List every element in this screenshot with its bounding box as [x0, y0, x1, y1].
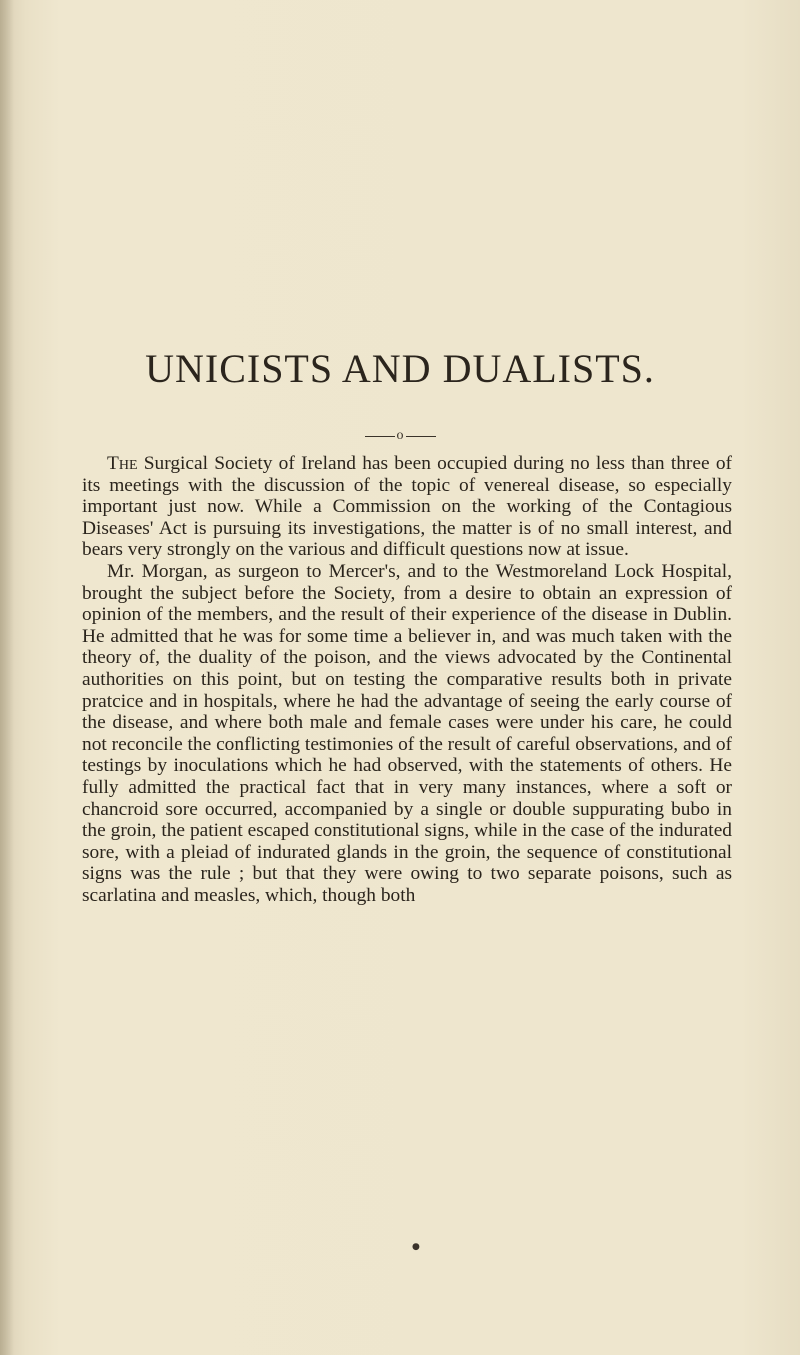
article-title: UNICISTS AND DUALISTS.: [145, 346, 655, 391]
separator-line-left: [365, 436, 395, 437]
paragraph-1-text: Surgical Society of Ireland has been occupied during no less than three of its meetings with the discussion of the topic of venereal disease, so especially important just now. While a Commission on the working of the Contagious Diseases' Act is pursuing its investigations, the matter is of no small interest, and bears very strongly on the various and difficult questions now at issue.: [82, 453, 732, 561]
binding-shadow: [0, 0, 14, 1355]
title-separator: [0, 428, 800, 444]
paragraph-1: [82, 453, 732, 561]
separator-line-right: [406, 436, 436, 437]
paragraph-2-text: Mr. Morgan, as surgeon to Mercer's, and to the Westmoreland Lock Hospital, brought the subject before the Society, from a desire to obtain an expression of opinion of the members, and the result of their experience of the disease in Dublin. He admitted that he was for some time a believer in, and was much taken with the theory of, the duality of the poison, and the views advocated by the Continental authorities on this point, but on testing the comparative results both in private pratcice and in hospitals, where he had the advantage of seeing the early course of the disease, and where both male and female cases were under his care, he could not reconcile the conflicting testimonies of the result of careful observations, and of testings by inoculations which he had observed, with the statements of others. He fully admitted the practical fact that in very many instances, where a soft or chancroid sore occurred, accompanied by a single or double suppurating bubo in the groin, the patient escaped constitutional signs, while in the case of the indurated sore, with a pleiad of indurated glands in the groin, the sequence of constitutional signs was the rule ; but that they were owing to two separate poisons, such as scarlatina and measles, which, though both: [82, 560, 732, 906]
print-speck: ●: [412, 1242, 420, 1252]
paragraph-2: [82, 561, 732, 907]
separator-mark: o: [396, 428, 404, 443]
article-body: [82, 453, 732, 906]
paragraph-1-lead: The: [107, 453, 138, 474]
